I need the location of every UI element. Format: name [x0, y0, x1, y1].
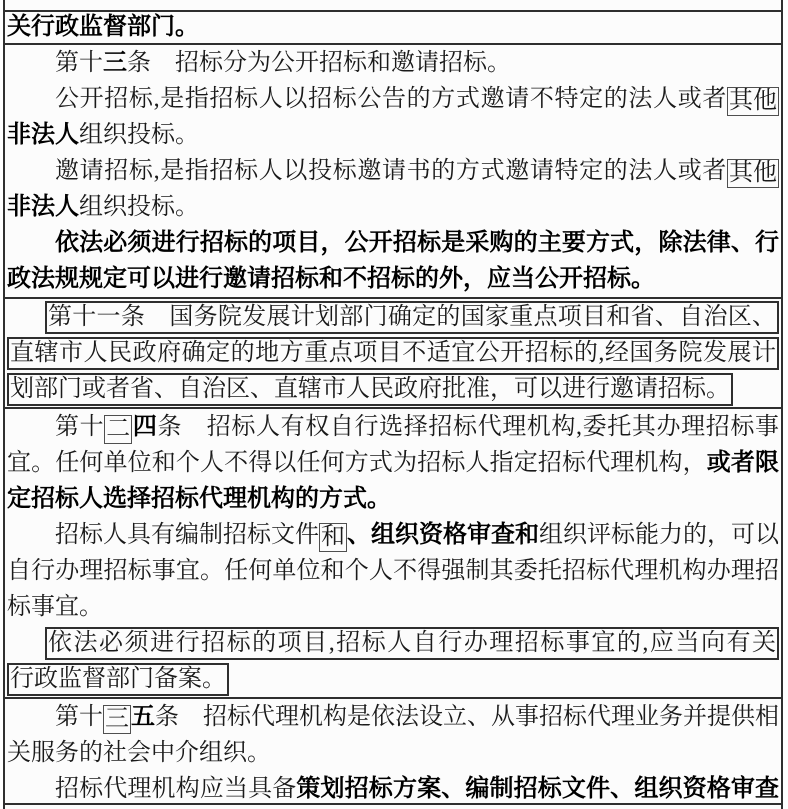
text-segment: 宜。任何单位和个人不得以任何方式为招标人指定招标代理机构，	[7, 450, 707, 476]
inserted-text: 三	[103, 50, 127, 76]
deleted-paragraph-line	[5, 299, 781, 335]
deleted-text-frame	[45, 301, 779, 334]
deleted-text: 和	[321, 524, 345, 550]
deleted-paragraph-line	[5, 371, 781, 407]
deleted-paragraph-line	[5, 661, 781, 697]
text-line	[5, 409, 781, 445]
inserted-text: 、组织资格审查和	[347, 522, 539, 548]
text-segment: 标事宜。	[7, 594, 103, 620]
article-section-deleted-article-11	[5, 297, 781, 407]
document-content	[5, 10, 781, 805]
text-line	[5, 735, 781, 771]
text-line	[5, 517, 781, 553]
text-line	[5, 445, 781, 481]
inserted-text: 依法必须进行招标的项目，公开招标是采购的主要方式，除法律、行	[55, 230, 779, 256]
text-line	[5, 153, 781, 189]
text-segment: 划部门或者省、自治区、直辖市人民政府批准，可以进行邀请招标。	[10, 375, 730, 402]
inserted-text: 或者限	[706, 450, 780, 476]
text-line	[5, 12, 781, 43]
inserted-text: 非法人	[7, 194, 79, 220]
text-line	[5, 553, 781, 589]
deleted-text-frame	[7, 663, 229, 696]
inserted-text: 四	[132, 414, 158, 440]
text-segment: 第十一条 国务院发展计划部门确定的国家重点项目和省、自治区、	[48, 303, 776, 330]
text-segment: 组织投标。	[79, 194, 199, 220]
deleted-text: 三	[105, 706, 129, 732]
text-line	[5, 225, 781, 261]
text-line	[5, 45, 781, 81]
inserted-text: 非法人	[7, 122, 79, 148]
inserted-text: 政法规规定可以进行邀请招标和不招标的外，应当公开招标。	[7, 266, 655, 292]
deleted-paragraph-line	[5, 625, 781, 661]
text-segment: 招标人具有编制招标文件	[55, 522, 319, 548]
text-segment: 关服务的社会中介组织。	[7, 740, 271, 766]
text-line	[5, 771, 781, 805]
text-line	[5, 699, 781, 735]
text-line	[5, 117, 781, 153]
text-line	[5, 81, 781, 117]
text-line	[5, 189, 781, 225]
text-segment: 条 招标分为公开招标和邀请招标。	[127, 50, 511, 76]
text-segment: 公开招标,是指招标人以招标公告的方式邀请不特定的法人或者	[55, 86, 727, 112]
article-section-article-15-revised	[5, 697, 781, 805]
text-segment: 直辖市人民政府确定的地方重点项目不适宜公开招标的,经国务院发展计	[10, 339, 776, 366]
text-segment: 第十	[55, 704, 103, 730]
article-section-article-13	[5, 43, 781, 297]
text-segment: 条 招标代理机构是依法设立、从事招标代理业务并提供相	[155, 704, 779, 730]
deleted-text-frame	[7, 373, 733, 406]
deleted-paragraph-line	[5, 335, 781, 371]
text-segment: 行政监督部门备案。	[10, 665, 226, 692]
text-segment: 条 招标人有权自行选择招标代理机构,委托其办理招标事	[157, 414, 780, 440]
document-page	[3, 0, 783, 809]
text-segment: 依法必须进行招标的项目,招标人自行办理招标事宜的,应当向有关	[48, 629, 776, 656]
inserted-text: 策划招标方案、编制招标文件、组织资格审查	[296, 776, 780, 802]
text-segment: 第十	[55, 414, 105, 440]
inserted-text: 关行政监督部门。	[7, 14, 199, 40]
deleted-text: 其他	[729, 160, 777, 186]
inserted-text: 定招标人选择招标代理机构的方式。	[7, 486, 391, 512]
text-line	[5, 261, 781, 297]
text-line	[5, 589, 781, 625]
text-segment: 第十	[55, 50, 103, 76]
text-segment: 招标代理机构应当具备	[55, 776, 297, 802]
text-segment: 自行办理招标事宜。任何单位和个人不得强制其委托招标代理机构办理招	[7, 558, 779, 584]
text-line	[5, 481, 781, 517]
text-segment: 邀请招标,是指招标人以投标邀请书的方式邀请特定的法人或者	[55, 158, 727, 184]
deleted-text-frame	[45, 627, 779, 660]
deleted-text: 其他	[729, 88, 777, 114]
deleted-text-frame	[7, 337, 779, 370]
deleted-text: 二	[106, 416, 131, 442]
article-section-article-14-revised	[5, 407, 781, 697]
text-segment: 组织评标能力的，可以	[539, 522, 779, 548]
inserted-text: 五	[131, 704, 155, 730]
text-segment: 组织投标。	[79, 122, 199, 148]
article-section-prev-article-tail	[5, 10, 781, 43]
